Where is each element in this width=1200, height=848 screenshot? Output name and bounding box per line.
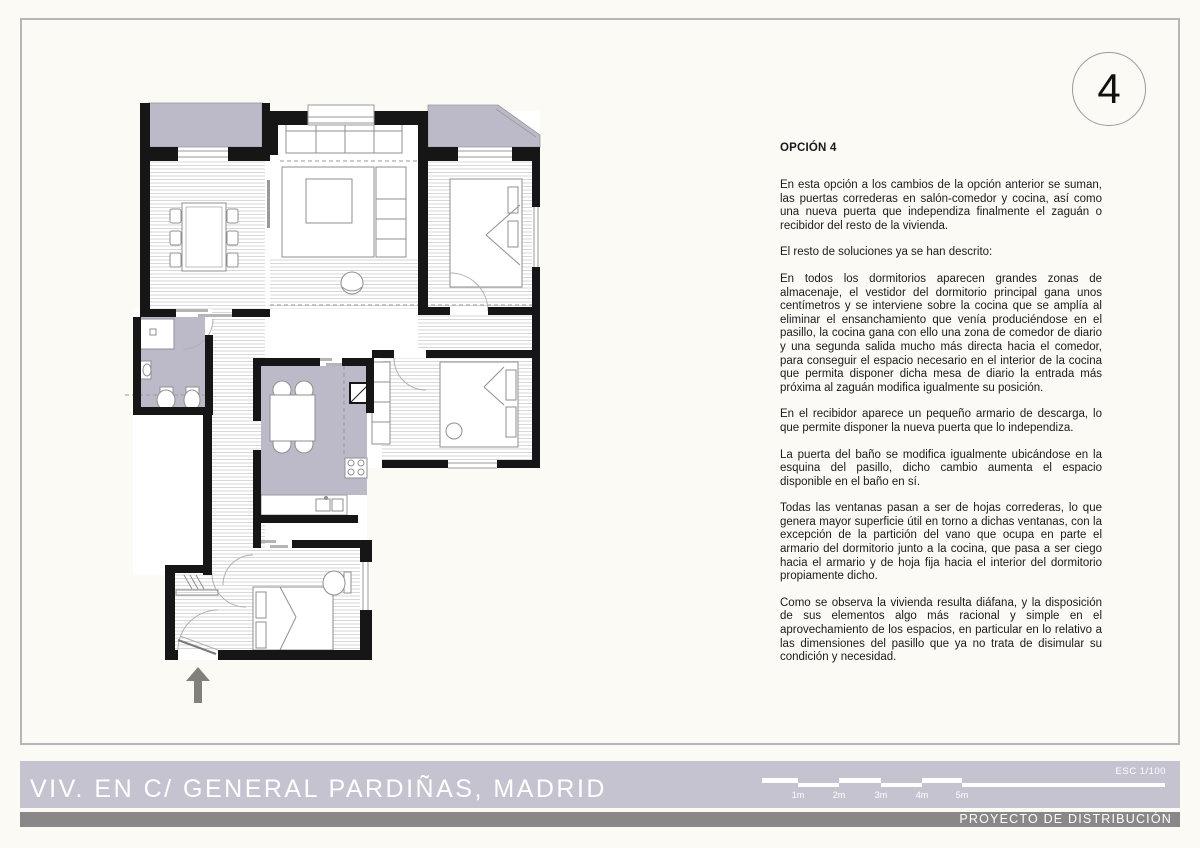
master-closet [376, 167, 406, 257]
terrace-1 [148, 103, 262, 147]
notes-column [780, 142, 1102, 678]
notes-title: OPCIÓN 4 [780, 142, 837, 154]
scale-segment [798, 783, 839, 788]
scale-segment [962, 783, 1165, 788]
floor-plan-drawing [120, 95, 560, 710]
department-label: PROYECTO DE DISTRIBUCIÓN [959, 812, 1172, 826]
option-number: 4 [1097, 65, 1121, 112]
scale-tick: 4m [915, 790, 929, 800]
scale-tick: 5m [955, 790, 969, 800]
entrance-arrow-icon [186, 667, 210, 703]
project-title: VIV. EN C/ GENERAL PARDIÑAS, MADRID [30, 775, 607, 803]
scale-tick: 3m [874, 790, 888, 800]
note-paragraph: Como se observa la vivienda resulta diáfana, y la disposición de sus elementos algo más racional y simple en el aprovechamiento de los espacios, en particular en lo relativo a las dimensiones del pasillo que ya no trata de disimular su condición y necesidad. [780, 596, 1102, 664]
department-bar [20, 812, 1180, 827]
scale-tick: 2m [832, 790, 846, 800]
note-paragraph: Todas las ventanas pasan a ser de hojas correderas, lo que genera mayor superficie útil en torno a dichas ventanas, con la excepción de la partición del vano que ocupa en parte el armario del dormitorio junto a la cocina, que pasa a ser ciego hacia el armario y de hoja fija hacia el interior del dormitorio propiamente dicho. [780, 502, 1102, 583]
note-paragraph: En el recibidor aparece un pequeño armario de descarga, lo que permite disponer la nueva puerta que lo independiza. [780, 408, 1102, 434]
bedroom3-bed [440, 362, 518, 447]
note-paragraph: El resto de soluciones ya se han descrito: [780, 246, 993, 259]
note-paragraph: En todos los dormitorios aparecen grandes zonas de almacenaje, el vestidor del dormitorio principal gana unos centímetros y se interviene sobre la cocina que se amplía al eliminar el ensanchamiento que venía produciéndose en el pasillo, la cocina gana con ello una zona de comedor de diario y una segunda salida mucho más directa hacia el comedor, para conseguir el espacio necesario en el interior de la cocina que permita disponer dicha mesa de diario la entrada más próxima al zaguán modifica igualmente su posición. [780, 272, 1102, 394]
stove [345, 458, 367, 478]
scale-tick: 1m [791, 790, 805, 800]
bedroom2-bed [450, 179, 522, 287]
bathroom2-toilet [323, 571, 351, 595]
floor-plan [120, 95, 560, 710]
master-bed [282, 167, 374, 257]
master-wardrobe [286, 123, 402, 153]
scale-label: ESC 1/100 [1115, 766, 1166, 777]
graphic-scale-bar [762, 778, 1165, 804]
option-number-badge [1072, 52, 1146, 126]
dining-table [170, 203, 238, 271]
scale-segment [762, 778, 798, 783]
note-paragraph: La puerta del baño se modifica igualmente ubicándose en la esquina del pasillo, dicho cambio aumenta el espacio disponible en el baño en sí. [780, 448, 1102, 488]
bedroom3-wardrobe [372, 362, 390, 444]
scale-segment [839, 778, 881, 783]
scale-segment [881, 783, 922, 788]
master-armchair [341, 272, 363, 294]
bedroom4-bed [253, 587, 333, 650]
title-bar [20, 761, 1180, 808]
kitchen-counter [261, 495, 347, 515]
note-paragraph: En esta opción a los cambios de la opción anterior se suman, las puertas correderas en salón-comedor y cocina, así como una nueva puerta que independiza finalmente el zaguán o recibidor del resto de la vivienda. [780, 179, 1102, 232]
scale-segment [922, 778, 962, 783]
